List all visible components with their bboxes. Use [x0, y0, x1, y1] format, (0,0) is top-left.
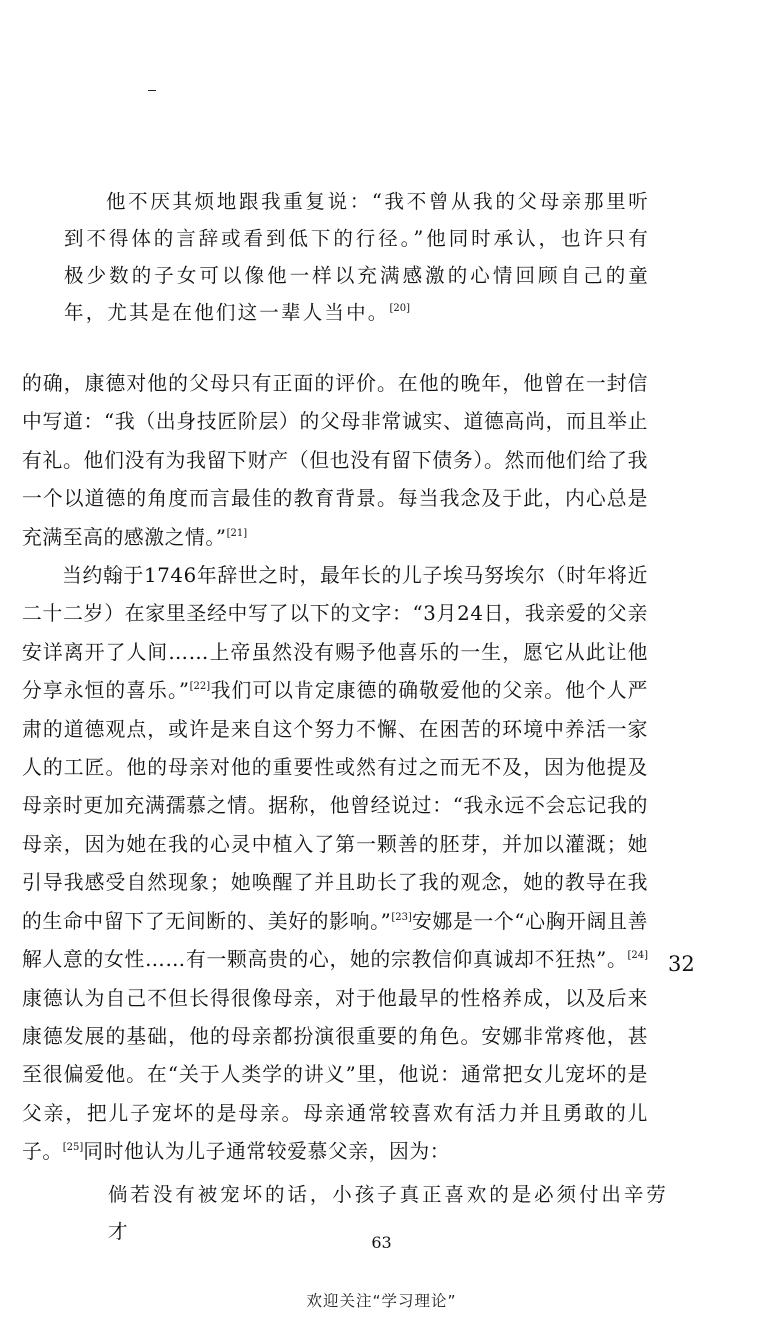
footnote-ref[interactable]: [22]: [189, 681, 211, 693]
footnote-ref[interactable]: [21]: [226, 527, 248, 539]
footer-text: 欢迎关注“学习理论”: [306, 1292, 457, 1310]
footnote-ref[interactable]: [25]: [62, 1142, 84, 1154]
paragraph: [22, 557, 648, 1172]
footnote-ref[interactable]: [24]: [627, 950, 648, 962]
block-quote-1: [64, 183, 650, 331]
paragraph: [22, 365, 648, 557]
paragraph-text: 我们可以肯定康德的确敬爱他的父亲。他个人严肃的道德观点，或许是来自这个努力不懈、在困苦的环境中养活一家人的工匠。他的母亲对他的重要性或然有过之而无不及，因为他提及母亲时更加充满孺慕之情。据称，他曾经说过：“我永远不会忘记我的母亲，因为她在我的心灵中植入了第一颗善的胚芽，并加以灌溉；她引导我感受自然现象；她唤醒了并且助长了我的观念，她的教导在我的生命中留下了无间断的、美好的影响。”: [22, 679, 648, 933]
footnote-ref[interactable]: [23]: [391, 911, 412, 923]
paragraph-text: 的确，康德对他的父母只有正面的评价。在他的晚年，他曾在一封信中写道：“我（出身技匠阶层）的父母非常诚实、道德高尚，而且举止有礼。他们没有为我留下财产（但也没有留下债务）。然而他们给了我一个以道德的角度而言最佳的教育背景。每当我念及于此，内心总是充满至高的感激之情。”: [22, 372, 648, 549]
paragraph-text: 同时他认为儿子通常较爱慕父亲，因为：: [83, 1140, 451, 1164]
quote-text: 他不厌其烦地跟我重复说：“我不曾从我的父母亲那里听到不得体的言辞或看到低下的行径。”他同时承认，也许只有极少数的子女可以像他一样以充满感激的心情回顾自己的童年，尤其是在他们这一辈人当中。: [64, 190, 650, 324]
quote-text: 倘若没有被宠坏的话，小孩子真正喜欢的是必须付出辛劳才: [108, 1183, 668, 1243]
paragraph-text: 当约翰于1746年辞世之时，最年长的儿子埃马努埃尔（时年将近二十二岁）在家里圣经中写了以下的文字：“3月24日，我亲爱的父亲安详离开了人间……上帝虽然没有赐予他喜乐的一生，愿它从此让他分享永恒的喜乐。”: [22, 564, 648, 703]
footnote-ref[interactable]: [20]: [389, 303, 411, 314]
page-number: 63: [371, 1233, 392, 1252]
scan-mark: [148, 90, 156, 91]
paragraph-text: 康德认为自己不但长得很像母亲，对于他最早的性格养成，以及后来康德发展的基础，他的母亲都扮演很重要的角色。安娜非常疼他，甚至很偏爱他。在“关于人类学的讲义”里，他说：通常把女儿宠坏的是父亲，把儿子宠坏的是母亲。母亲通常较喜欢有活力并且勇敢的儿子。: [22, 986, 648, 1164]
margin-page-number: 32: [668, 952, 695, 976]
paragraph-text: 安娜是一个“心胸开阔且善解人意的女性……有一颗高贵的心，她的宗教信仰真诚却不狂热”。: [22, 909, 648, 972]
body-text: [22, 365, 648, 1172]
